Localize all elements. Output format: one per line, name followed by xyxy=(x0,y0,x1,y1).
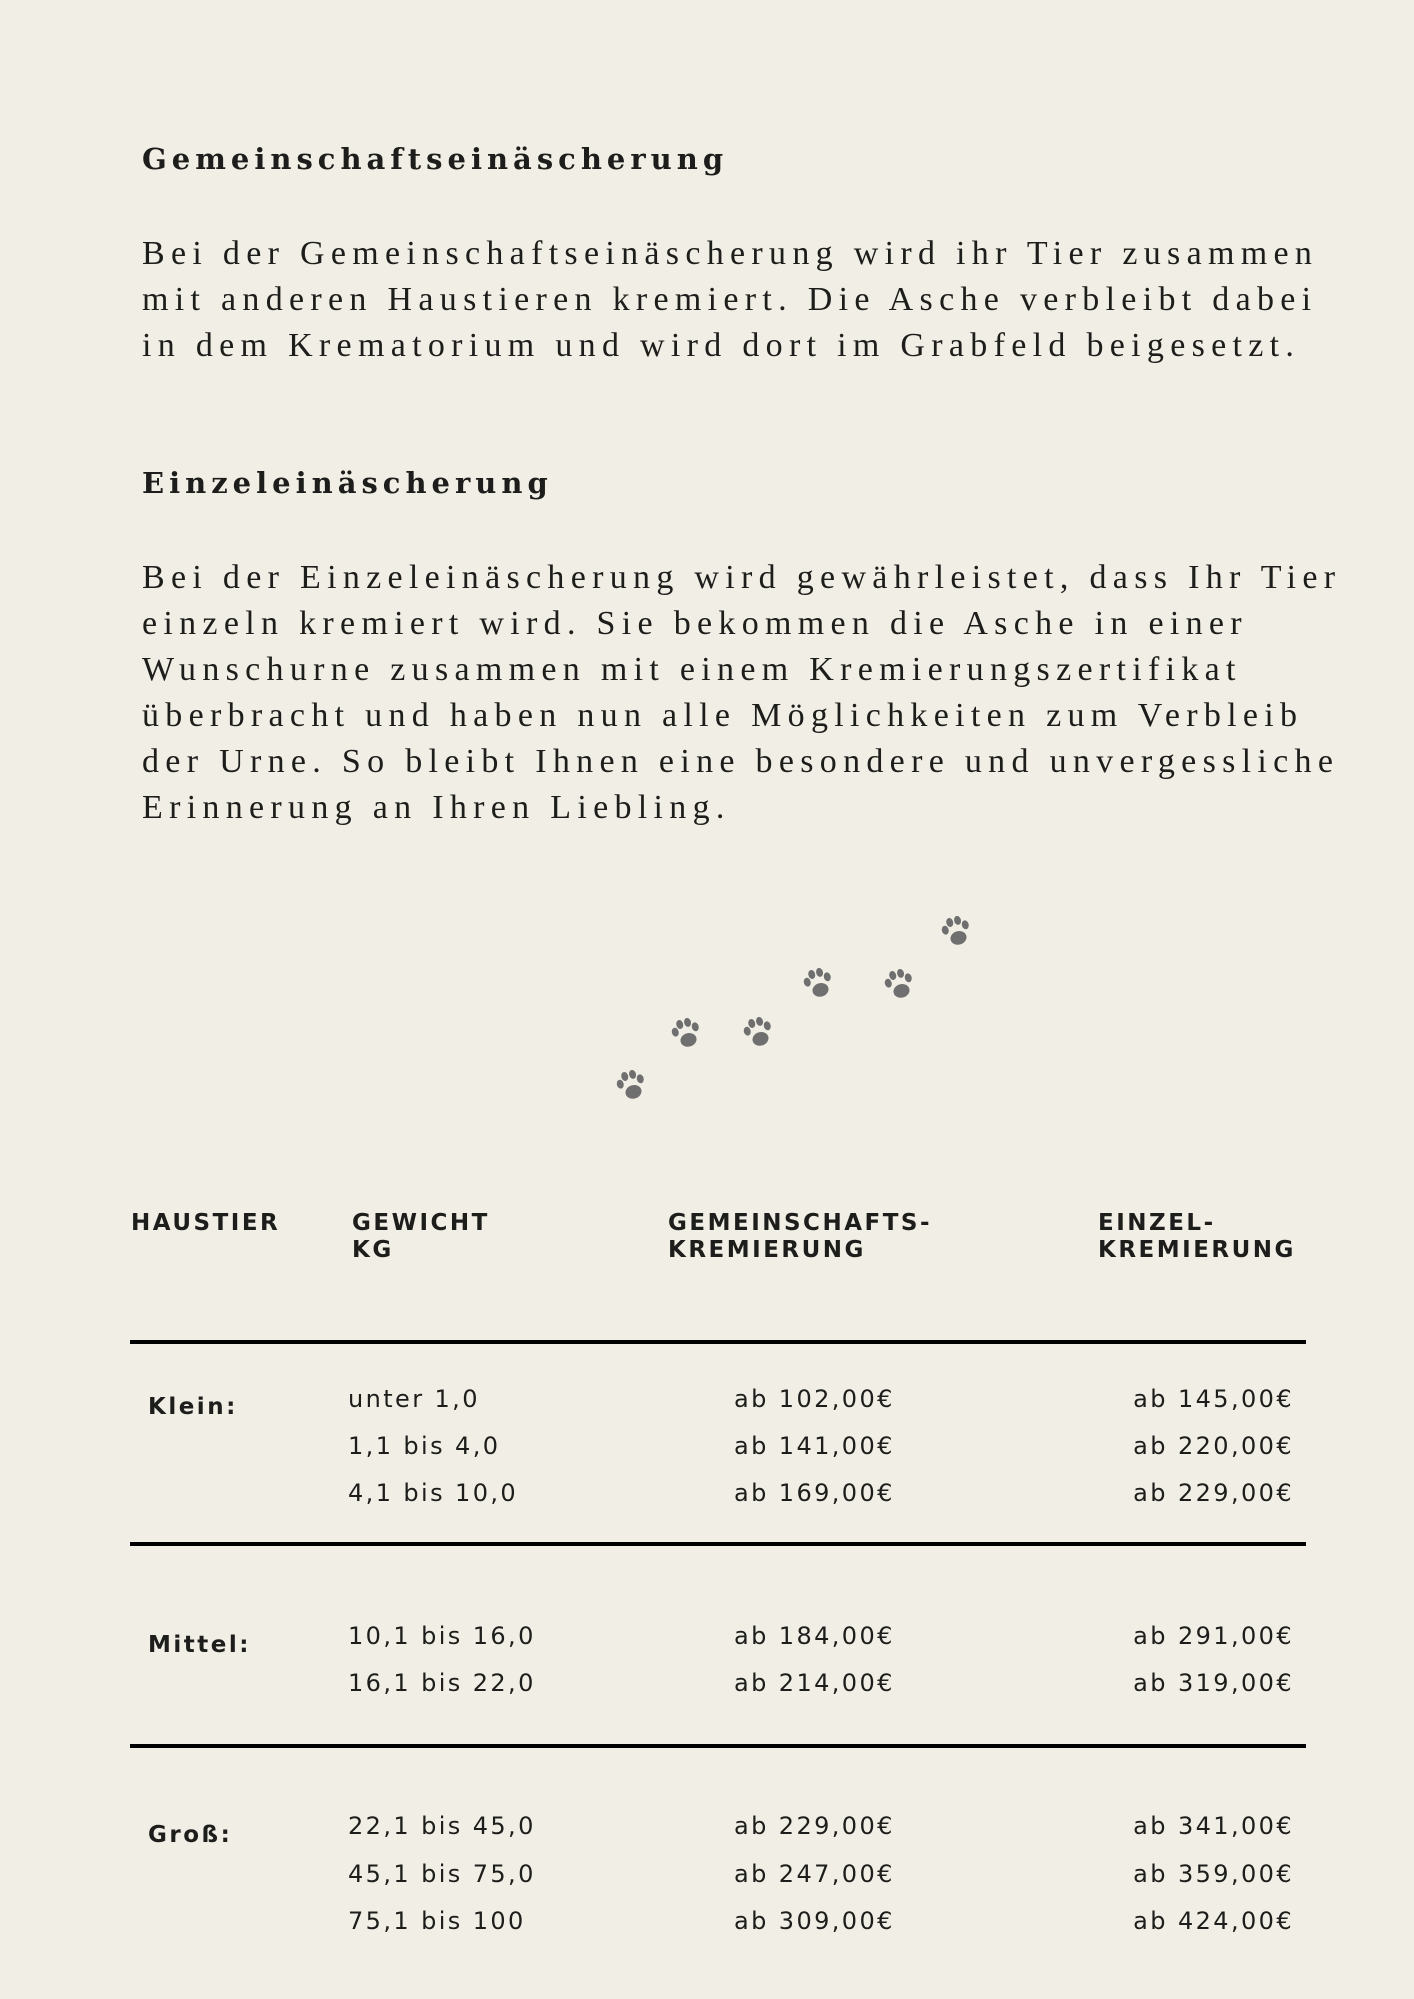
communal-price-cell: ab 184,00€ xyxy=(734,1622,895,1650)
section-text-single: Bei der Einzeleinäscherung wird gewährleistet, dass Ihr Tier einzeln kremiert wird. Sie bekommen die Asche in einer Wunschurne zusammen mit einem Kremierungszertifikat überbracht und haben nun alle Möglichkeiten zum Verbleib der Urne. So bleibt Ihnen eine besondere und unvergessliche Erinnerung an Ihren Liebling. xyxy=(142,559,1342,826)
paw-print-icon xyxy=(795,962,841,1007)
single-price-cell: ab 229,00€ xyxy=(1133,1479,1294,1507)
header-communal: GEMEINSCHAFTS- KREMIERUNG xyxy=(668,1210,933,1263)
communal-price-cell: ab 247,00€ xyxy=(734,1860,895,1888)
section-title-single: Einzeleinäscherung xyxy=(142,466,553,500)
weight-cell: 10,1 bis 16,0 xyxy=(348,1622,536,1650)
category-label: Groß: xyxy=(148,1822,233,1848)
single-price-cell: ab 291,00€ xyxy=(1133,1622,1294,1650)
header-pet: HAUSTIER xyxy=(131,1210,281,1236)
single-price-cell: ab 359,00€ xyxy=(1133,1860,1294,1888)
paw-print-icon xyxy=(876,963,922,1008)
header-single: EINZEL- KREMIERUNG xyxy=(1098,1210,1296,1263)
header-weight: GEWICHT KG xyxy=(352,1210,490,1263)
category-label: Klein: xyxy=(148,1394,238,1420)
weight-cell: 4,1 bis 10,0 xyxy=(348,1479,519,1507)
section-text-communal: Bei der Gemeinschaftseinäscherung wird ihr Tier zusammen mit anderen Haustieren kremiert. Die Asche verbleibt dabei in dem Krematorium und wird dort im Grabfeld beigesetzt. xyxy=(142,235,1319,364)
weight-cell: unter 1,0 xyxy=(348,1385,480,1413)
paw-print-icon xyxy=(933,910,979,955)
table-divider xyxy=(130,1542,1306,1546)
weight-cell: 75,1 bis 100 xyxy=(348,1907,526,1935)
communal-price-cell: ab 309,00€ xyxy=(734,1907,895,1935)
single-price-cell: ab 319,00€ xyxy=(1133,1669,1294,1697)
category-label: Mittel: xyxy=(148,1632,251,1658)
table-divider xyxy=(130,1340,1306,1344)
weight-cell: 22,1 bis 45,0 xyxy=(348,1812,536,1840)
table-divider xyxy=(130,1744,1306,1748)
paw-print-icon xyxy=(735,1011,781,1056)
communal-price-cell: ab 141,00€ xyxy=(734,1432,895,1460)
single-price-cell: ab 145,00€ xyxy=(1133,1385,1294,1413)
weight-cell: 16,1 bis 22,0 xyxy=(348,1669,536,1697)
paw-print-icon xyxy=(608,1064,654,1109)
section-title-communal: Gemeinschaftseinäscherung xyxy=(142,142,729,176)
single-price-cell: ab 341,00€ xyxy=(1133,1812,1294,1840)
single-price-cell: ab 220,00€ xyxy=(1133,1432,1294,1460)
weight-cell: 45,1 bis 75,0 xyxy=(348,1860,536,1888)
communal-price-cell: ab 102,00€ xyxy=(734,1385,895,1413)
paw-print-icon xyxy=(663,1012,709,1057)
communal-price-cell: ab 214,00€ xyxy=(734,1669,895,1697)
single-price-cell: ab 424,00€ xyxy=(1133,1907,1294,1935)
weight-cell: 1,1 bis 4,0 xyxy=(348,1432,501,1460)
communal-price-cell: ab 169,00€ xyxy=(734,1479,895,1507)
communal-price-cell: ab 229,00€ xyxy=(734,1812,895,1840)
